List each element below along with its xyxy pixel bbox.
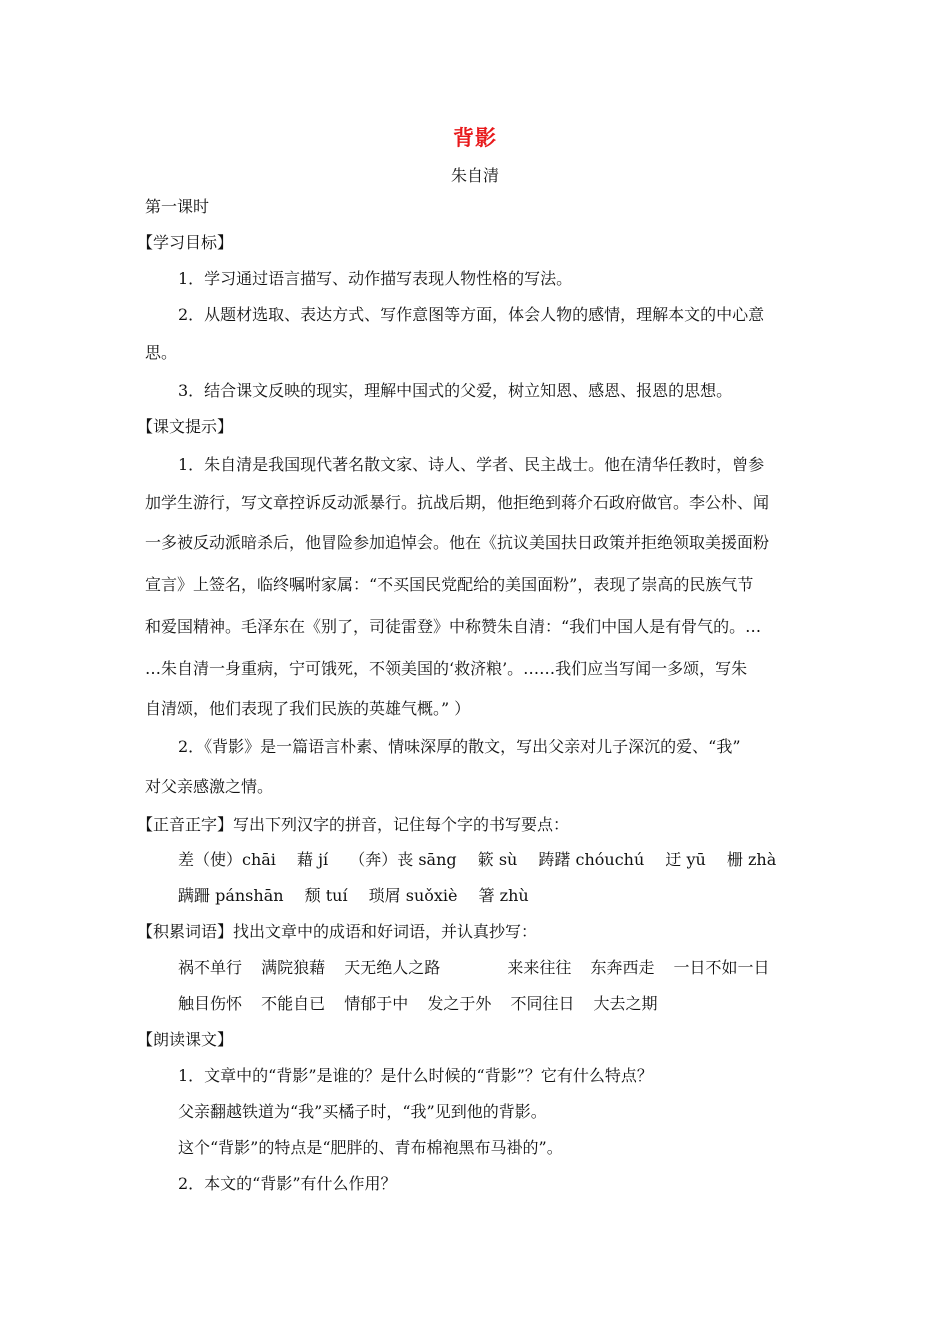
vocab-word: 不能自已 [261,994,326,1013]
page-title: 背影 [453,125,497,150]
reading-line: 2．本文的“背影”有什么作用？ [178,1174,397,1193]
vocab-word: 一日不如一日 [673,958,770,977]
reading-line: 这个“背影”的特点是“肥胖的、青布棉袍黑布马褂的”。 [178,1138,563,1157]
author: 朱自清 [450,166,499,185]
pronunciation-heading: 【正音正字】 [137,815,234,834]
vocab-section [137,922,537,942]
vocab-row [178,958,770,978]
vocab-row [178,994,658,1014]
vocab-word: 天无绝人之路 [344,958,441,977]
goal-item: 1．学习通过语言描写、动作描写表现人物性格的写法。 [178,269,573,288]
pronunciation-instruction: 写出下列汉字的拼音，记住每个字的书写要点： [233,815,570,834]
vocab-word: 大去之期 [593,994,658,1013]
vocab-word: 发之于外 [427,994,492,1013]
vocab-word: 祸不单行 [178,958,243,977]
pronunciation-row: 蹒跚 pánshān 颓 tuí 琐屑 suǒxiè 箸 zhù [178,886,529,905]
pronunciation-row: 差（使）chāi 藉 jí （奔）丧 sāng 簌 sù 踌躇 chóuchú 迂 yū 栅 zhà [178,850,777,869]
tips-line: 自清颂，他们表现了我们民族的英雄气概。” ） [145,699,471,718]
vocab-word: 东奔西走 [590,958,655,977]
tips-line: 加学生游行，写文章控诉反动派暴行。抗战后期，他拒绝到蒋介石政府做官。李公朴、闻 [145,493,770,512]
pronunciation-section [137,815,569,835]
vocab-instruction: 找出文章中的成语和好词语，并认真抄写： [233,922,538,941]
tips-heading: 【课文提示】 [137,417,234,436]
tips-line: 和爱国精神。毛泽东在《别了，司徒雷登》中称赞朱自清：“我们中国人是有骨气的。… [145,617,762,636]
goal-item: 2．从题材选取、表达方式、写作意图等方面，体会人物的感情，理解本文的中心意 [178,305,765,324]
tips-line: 2．《背影》是一篇语言朴素、情味深厚的散文，写出父亲对儿子深沉的爱、“我” [178,737,741,756]
vocab-word: 来来往往 [507,958,572,977]
vocab-word: 情郁于中 [344,994,409,1013]
goal-item: 3．结合课文反映的现实，理解中国式的父爱，树立知恩、感恩、报恩的思想。 [178,381,733,400]
tips-line: 1．朱自清是我国现代著名散文家、诗人、学者、民主战士。他在清华任教时，曾参 [178,455,765,474]
tips-line: 宣言》上签名，临终嘱咐家属：“不买国民党配给的美国面粉”，表现了崇高的民族气节 [145,575,754,594]
vocab-heading: 【积累词语】 [137,922,234,941]
vocab-word: 满院狼藉 [261,958,326,977]
vocab-word: 触目伤怀 [178,994,243,1013]
tips-line: 一多被反动派暗杀后，他冒险参加追悼会。他在《抗议美国扶日政策并拒绝领取美援面粉 [145,533,770,552]
goal-item: 思。 [145,343,178,362]
tips-line: …朱自清一身重病，宁可饿死，不领美国的‘救济粮’。……我们应当写闻一多颂，写朱 [145,659,748,678]
goals-heading: 【学习目标】 [137,233,234,252]
lesson-label: 第一课时 [145,197,210,216]
reading-line: 父亲翻越铁道为“我”买橘子时，“我”见到他的背影。 [178,1102,547,1121]
tips-line: 对父亲感激之情。 [145,777,274,796]
vocab-word: 不同往日 [510,994,575,1013]
reading-line: 1．文章中的“背影”是谁的？是什么时候的“背影”？它有什么特点？ [178,1066,653,1085]
reading-heading: 【朗读课文】 [137,1030,234,1049]
